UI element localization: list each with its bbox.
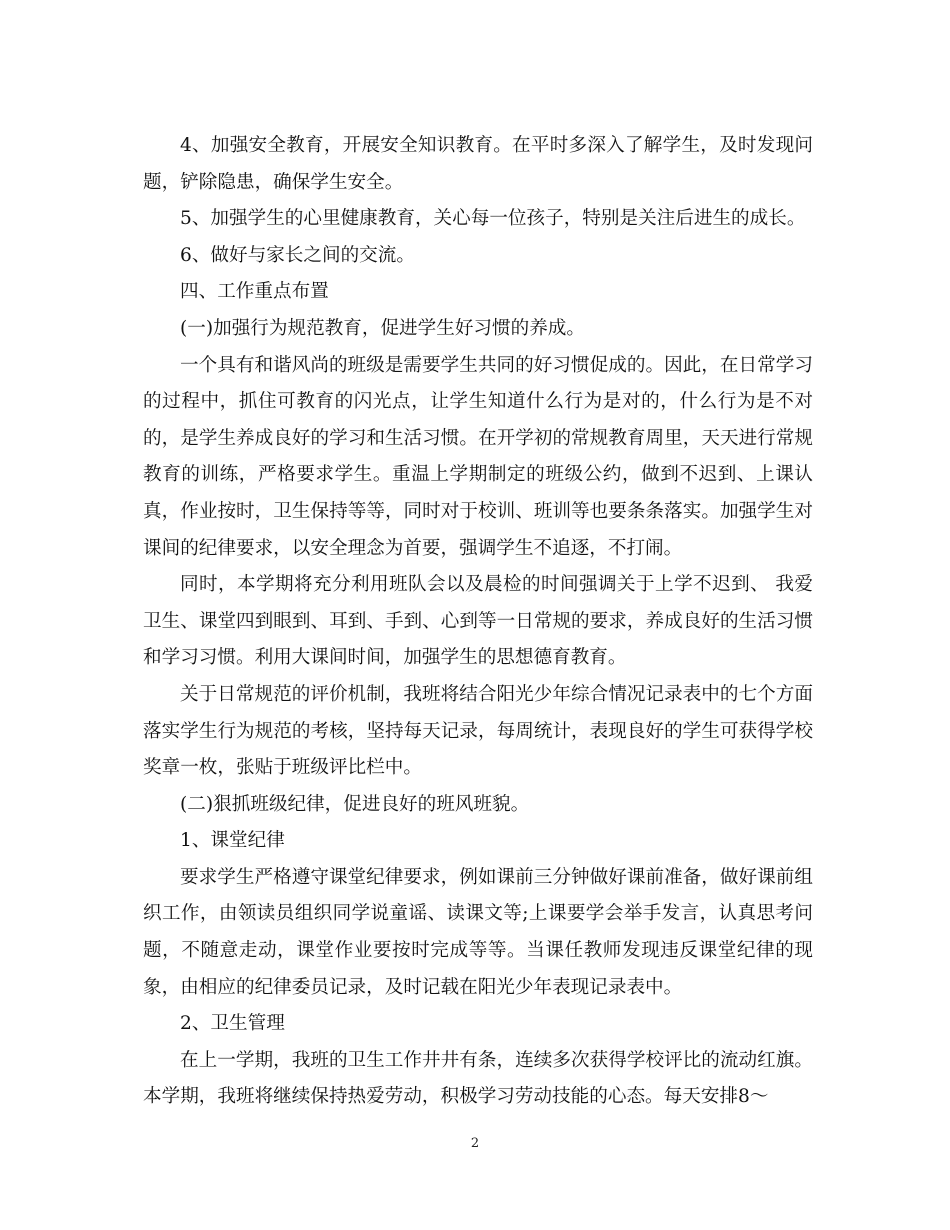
paragraph-hygiene-work: 在上一学期，我班的卫生工作井井有条，连续多次获得学校评比的流动红旗。本学期，我班将继续保持热爱劳动，积极学习劳动技能的心态。每天安排8～ xyxy=(143,1049,813,1108)
document-body xyxy=(143,128,813,1116)
item-heading-classroom-discipline: 1、课堂纪律 xyxy=(180,830,285,852)
paragraph-parent-communication: 6、做好与家长之间的交流。 xyxy=(180,244,415,266)
paragraph-mental-health: 5、加强学生的心里健康教育，关心每一位孩子，特别是关注后进生的成长。 xyxy=(180,208,806,230)
paragraph-classroom-rules: 要求学生严格遵守课堂纪律要求，例如课前三分钟做好课前准备，做好课前组织工作，由领读员组织同学说童谣、读课文等;上课要学会举手发言，认真思考问题，不随意走动，课堂作业要按时完成等等。当课任教师发现违反课堂纪律的现象，由相应的纪律委员记录，及时记载在阳光少年表现记录表中。 xyxy=(143,866,813,998)
paragraph-good-habits: 一个具有和谐风尚的班级是需要学生共同的好习惯促成的。因此，在日常学习的过程中，抓住可教育的闪光点，让学生知道什么行为是对的，什么行为是不对的，是学生养成良好的学习和生活习惯。在开学初的常规教育周里，天天进行常规教育的训练，严格要求学生。重温上学期制定的班级公约，做到不迟到、上课认真，作业按时，卫生保持等等，同时对于校训、班训等也要条条落实。加强学生对课间的纪律要求，以安全理念为首要，强调学生不追逐，不打闹。 xyxy=(143,354,813,559)
paragraph-class-meeting: 同时，本学期将充分利用班队会以及晨检的时间强调关于上学不迟到、 我爱卫生、课堂四到眼到、耳到、手到、心到等一日常规的要求，养成良好的生活习惯和学习习惯。利用大课间时间，加强学生的思想德育教育。 xyxy=(143,574,813,669)
subheading-class-discipline: (二)狠抓班级纪律，促进良好的班风班貌。 xyxy=(180,793,530,815)
subheading-behavior-norms: (一)加强行为规范教育，促进学生好习惯的养成。 xyxy=(180,317,585,339)
paragraph-evaluation-mechanism: 关于日常规范的评价机制，我班将结合阳光少年综合情况记录表中的七个方面落实学生行为规范的考核，坚持每天记录，每周统计，表现良好的学生可获得学校奖章一枚，张贴于班级评比栏中。 xyxy=(143,683,813,779)
item-heading-hygiene-management: 2、卫生管理 xyxy=(180,1013,285,1035)
paragraph-safety-education: 4、加强安全教育，开展安全知识教育。在平时多深入了解学生，及时发现问题，铲除隐患，确保学生安全。 xyxy=(143,135,813,193)
page-number: 2 xyxy=(470,1136,480,1151)
section-heading-work-focus: 四、工作重点布置 xyxy=(180,281,329,303)
